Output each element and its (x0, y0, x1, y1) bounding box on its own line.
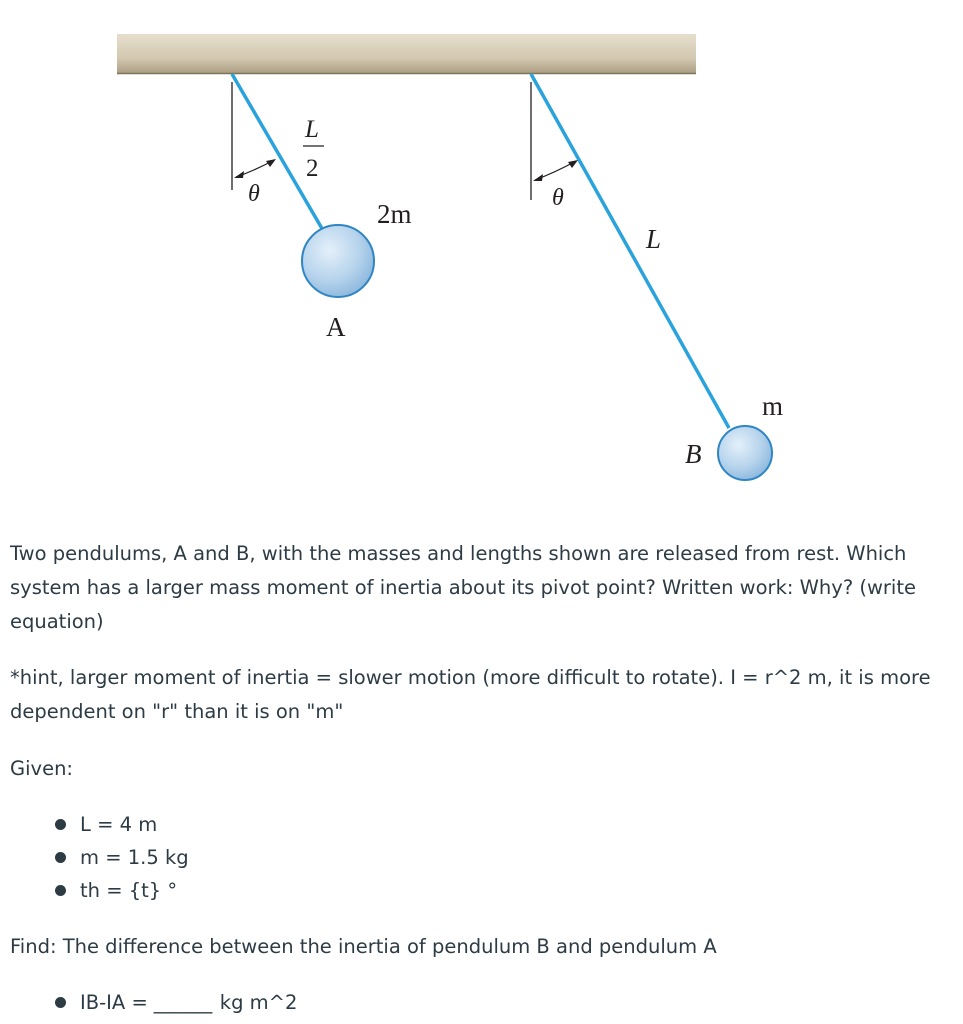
pendulum-a-length-denominator: 2 (306, 155, 319, 182)
ceiling (117, 34, 696, 74)
pendulum-a-angle-label: θ (248, 181, 260, 207)
pendulum-a-rod (232, 74, 324, 232)
given-heading: Given: (10, 757, 73, 780)
pendulum-a (232, 74, 412, 342)
pendulum-b-arc-arrowhead-left (533, 174, 543, 181)
pendulum-b-length-label: L (646, 224, 662, 254)
pendulum-b-mass-label: m (762, 391, 784, 421)
answer-unit: kg m^2 (219, 991, 298, 1014)
pendulum-a-mass-label: 2m (377, 199, 412, 229)
answer-blank[interactable]: ______ (153, 991, 213, 1014)
pendulum-figure (0, 0, 963, 500)
pendulum-a-name: A (326, 312, 346, 342)
problem-statement: Two pendulums, A and B, with the masses and lengths shown are released from rest. Which system has a larger mass moment of inertia about its pivot point? Written work: Why? (write equation) (10, 542, 916, 633)
given-list (48, 808, 189, 907)
pendulum-b-rod (531, 74, 729, 428)
pendulum-b (531, 74, 783, 480)
pendulum-a-arc-arrowhead-right (266, 159, 276, 167)
find-statement: Find: The difference between the inertia of pendulum B and pendulum A (10, 935, 717, 958)
pendulum-b-name: B (685, 439, 702, 469)
answer-list (48, 986, 297, 1019)
answer-item (48, 986, 297, 1019)
pendulum-a-length-numerator: L (305, 116, 319, 143)
pendulum-b-bob (718, 426, 772, 480)
given-item-angle: th = {t} ° (48, 874, 189, 907)
pendulum-b-angle-label: θ (552, 185, 564, 211)
pendulum-a-arc-arrowhead-left (234, 171, 244, 178)
given-item-length: L = 4 m (48, 808, 189, 841)
pendulum-b-arc-arrowhead-right (568, 160, 578, 168)
pendulum-a-bob (302, 225, 374, 297)
given-item-mass: m = 1.5 kg (48, 841, 189, 874)
hint-text: *hint, larger moment of inertia = slower motion (more difficult to rotate). I = r^2 m, it is more dependent on "r" than it is on "m" (10, 666, 931, 723)
answer-label: IB-IA = (80, 991, 148, 1014)
